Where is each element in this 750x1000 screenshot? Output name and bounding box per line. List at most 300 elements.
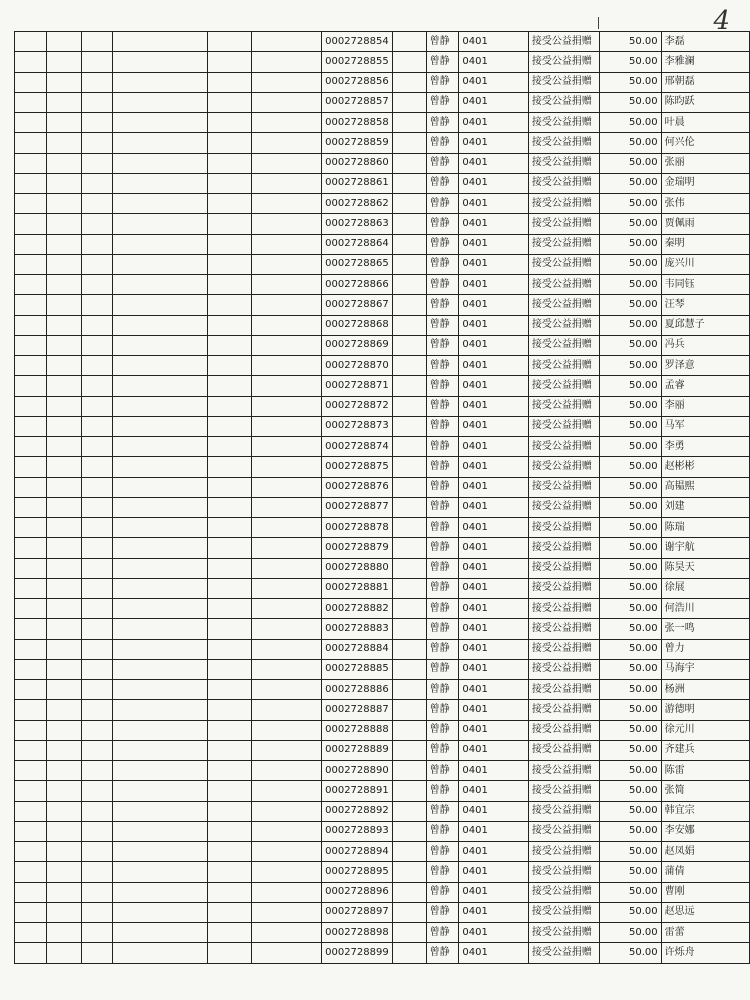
amount-cell: 50.00 <box>599 821 661 841</box>
blank-cell <box>392 700 426 720</box>
blank-cell <box>208 740 252 760</box>
blank-cell <box>208 396 252 416</box>
blank-cell <box>15 356 47 376</box>
blank-cell <box>392 659 426 679</box>
blank-cell <box>46 821 81 841</box>
blank-cell <box>251 416 321 436</box>
blank-cell <box>251 862 321 882</box>
donor-name-cell: 张简 <box>661 781 749 801</box>
blank-cell <box>112 700 207 720</box>
handler-cell: 曾静 <box>426 416 459 436</box>
blank-cell <box>112 801 207 821</box>
table-row <box>15 761 750 781</box>
blank-cell <box>112 578 207 598</box>
blank-cell <box>46 32 81 52</box>
voucher-code-cell: 0002728875 <box>322 457 393 477</box>
amount-cell: 50.00 <box>599 781 661 801</box>
blank-cell <box>46 740 81 760</box>
blank-cell <box>81 923 112 943</box>
blank-cell <box>251 943 321 963</box>
account-code-cell: 0401 <box>459 52 528 72</box>
amount-cell: 50.00 <box>599 801 661 821</box>
handler-cell: 曾静 <box>426 396 459 416</box>
blank-cell <box>15 32 47 52</box>
amount-cell: 50.00 <box>599 173 661 193</box>
table-row <box>15 781 750 801</box>
handler-cell: 曾静 <box>426 821 459 841</box>
blank-cell <box>112 275 207 295</box>
account-code-cell: 0401 <box>459 315 528 335</box>
blank-cell <box>208 214 252 234</box>
account-code-cell: 0401 <box>459 862 528 882</box>
blank-cell <box>81 943 112 963</box>
blank-cell <box>392 943 426 963</box>
blank-cell <box>208 862 252 882</box>
blank-cell <box>46 173 81 193</box>
summary-cell: 接受公益捐赠 <box>528 335 599 355</box>
amount-cell: 50.00 <box>599 599 661 619</box>
blank-cell <box>112 376 207 396</box>
blank-cell <box>208 720 252 740</box>
blank-cell <box>46 578 81 598</box>
handler-cell: 曾静 <box>426 153 459 173</box>
donation-ledger-table <box>14 31 750 964</box>
blank-cell <box>46 477 81 497</box>
voucher-code-cell: 0002728854 <box>322 32 393 52</box>
blank-cell <box>81 538 112 558</box>
blank-cell <box>392 599 426 619</box>
blank-cell <box>392 254 426 274</box>
blank-cell <box>81 335 112 355</box>
blank-cell <box>251 173 321 193</box>
handler-cell: 曾静 <box>426 376 459 396</box>
blank-cell <box>208 659 252 679</box>
amount-cell: 50.00 <box>599 335 661 355</box>
donor-name-cell: 马海宇 <box>661 659 749 679</box>
voucher-code-cell: 0002728893 <box>322 821 393 841</box>
donor-name-cell: 陈雷 <box>661 761 749 781</box>
blank-cell <box>46 558 81 578</box>
donor-name-cell: 李安娜 <box>661 821 749 841</box>
handler-cell: 曾静 <box>426 518 459 538</box>
blank-cell <box>15 457 47 477</box>
blank-cell <box>392 92 426 112</box>
blank-cell <box>208 761 252 781</box>
account-code-cell: 0401 <box>459 92 528 112</box>
blank-cell <box>251 639 321 659</box>
blank-cell <box>112 52 207 72</box>
blank-cell <box>112 356 207 376</box>
blank-cell <box>392 153 426 173</box>
summary-cell: 接受公益捐赠 <box>528 538 599 558</box>
donor-name-cell: 罗泽意 <box>661 356 749 376</box>
blank-cell <box>251 659 321 679</box>
blank-cell <box>46 680 81 700</box>
blank-cell <box>15 214 47 234</box>
account-code-cell: 0401 <box>459 680 528 700</box>
voucher-code-cell: 0002728869 <box>322 335 393 355</box>
handler-cell: 曾静 <box>426 720 459 740</box>
voucher-code-cell: 0002728895 <box>322 862 393 882</box>
blank-cell <box>15 497 47 517</box>
blank-cell <box>15 92 47 112</box>
blank-cell <box>251 720 321 740</box>
blank-cell <box>208 700 252 720</box>
blank-cell <box>46 761 81 781</box>
handler-cell: 曾静 <box>426 578 459 598</box>
handler-cell: 曾静 <box>426 599 459 619</box>
blank-cell <box>81 862 112 882</box>
account-code-cell: 0401 <box>459 801 528 821</box>
blank-cell <box>112 882 207 902</box>
summary-cell: 接受公益捐赠 <box>528 477 599 497</box>
page-number: 4 <box>713 6 730 36</box>
blank-cell <box>251 599 321 619</box>
blank-cell <box>112 72 207 92</box>
voucher-code-cell: 0002728870 <box>322 356 393 376</box>
voucher-code-cell: 0002728886 <box>322 680 393 700</box>
table-row <box>15 92 750 112</box>
amount-cell: 50.00 <box>599 92 661 112</box>
voucher-code-cell: 0002728885 <box>322 659 393 679</box>
blank-cell <box>208 821 252 841</box>
blank-cell <box>392 416 426 436</box>
amount-cell: 50.00 <box>599 639 661 659</box>
donor-name-cell: 夏邱慧子 <box>661 315 749 335</box>
handler-cell: 曾静 <box>426 72 459 92</box>
blank-cell <box>15 315 47 335</box>
blank-cell <box>81 173 112 193</box>
handler-cell: 曾静 <box>426 214 459 234</box>
summary-cell: 接受公益捐赠 <box>528 32 599 52</box>
amount-cell: 50.00 <box>599 943 661 963</box>
voucher-code-cell: 0002728872 <box>322 396 393 416</box>
blank-cell <box>251 842 321 862</box>
blank-cell <box>46 133 81 153</box>
donor-name-cell: 韩宜宗 <box>661 801 749 821</box>
blank-cell <box>81 214 112 234</box>
blank-cell <box>392 761 426 781</box>
handler-cell: 曾静 <box>426 92 459 112</box>
blank-cell <box>46 113 81 133</box>
table-row <box>15 477 750 497</box>
voucher-code-cell: 0002728877 <box>322 497 393 517</box>
blank-cell <box>81 619 112 639</box>
table-row <box>15 639 750 659</box>
blank-cell <box>208 32 252 52</box>
voucher-code-cell: 0002728861 <box>322 173 393 193</box>
summary-cell: 接受公益捐赠 <box>528 599 599 619</box>
table-row <box>15 356 750 376</box>
handler-cell: 曾静 <box>426 457 459 477</box>
blank-cell <box>392 862 426 882</box>
blank-cell <box>112 923 207 943</box>
summary-cell: 接受公益捐赠 <box>528 781 599 801</box>
blank-cell <box>46 356 81 376</box>
blank-cell <box>251 578 321 598</box>
blank-cell <box>81 558 112 578</box>
voucher-code-cell: 0002728881 <box>322 578 393 598</box>
blank-cell <box>81 52 112 72</box>
amount-cell: 50.00 <box>599 578 661 598</box>
summary-cell: 接受公益捐赠 <box>528 275 599 295</box>
blank-cell <box>392 821 426 841</box>
summary-cell: 接受公益捐赠 <box>528 497 599 517</box>
account-code-cell: 0401 <box>459 214 528 234</box>
blank-cell <box>392 680 426 700</box>
handler-cell: 曾静 <box>426 761 459 781</box>
blank-cell <box>15 700 47 720</box>
summary-cell: 接受公益捐赠 <box>528 558 599 578</box>
blank-cell <box>46 801 81 821</box>
voucher-code-cell: 0002728865 <box>322 254 393 274</box>
summary-cell: 接受公益捐赠 <box>528 882 599 902</box>
blank-cell <box>208 72 252 92</box>
account-code-cell: 0401 <box>459 821 528 841</box>
amount-cell: 50.00 <box>599 52 661 72</box>
blank-cell <box>208 639 252 659</box>
blank-cell <box>46 639 81 659</box>
summary-cell: 接受公益捐赠 <box>528 194 599 214</box>
account-code-cell: 0401 <box>459 133 528 153</box>
blank-cell <box>15 781 47 801</box>
blank-cell <box>112 92 207 112</box>
amount-cell: 50.00 <box>599 72 661 92</box>
blank-cell <box>112 153 207 173</box>
summary-cell: 接受公益捐赠 <box>528 52 599 72</box>
blank-cell <box>15 558 47 578</box>
handler-cell: 曾静 <box>426 781 459 801</box>
handler-cell: 曾静 <box>426 173 459 193</box>
amount-cell: 50.00 <box>599 376 661 396</box>
account-code-cell: 0401 <box>459 659 528 679</box>
blank-cell <box>46 437 81 457</box>
blank-cell <box>81 497 112 517</box>
blank-cell <box>112 437 207 457</box>
table-row <box>15 32 750 52</box>
blank-cell <box>112 497 207 517</box>
blank-cell <box>46 92 81 112</box>
blank-cell <box>15 72 47 92</box>
summary-cell: 接受公益捐赠 <box>528 113 599 133</box>
amount-cell: 50.00 <box>599 396 661 416</box>
handler-cell: 曾静 <box>426 700 459 720</box>
donor-name-cell: 李丽 <box>661 396 749 416</box>
blank-cell <box>46 882 81 902</box>
blank-cell <box>15 821 47 841</box>
donor-name-cell: 谢宇航 <box>661 538 749 558</box>
blank-cell <box>112 821 207 841</box>
account-code-cell: 0401 <box>459 416 528 436</box>
blank-cell <box>392 113 426 133</box>
blank-cell <box>81 194 112 214</box>
donor-name-cell: 陈昊天 <box>661 558 749 578</box>
summary-cell: 接受公益捐赠 <box>528 720 599 740</box>
blank-cell <box>15 538 47 558</box>
summary-cell: 接受公益捐赠 <box>528 376 599 396</box>
account-code-cell: 0401 <box>459 254 528 274</box>
handler-cell: 曾静 <box>426 923 459 943</box>
table-row <box>15 578 750 598</box>
blank-cell <box>208 52 252 72</box>
blank-cell <box>208 619 252 639</box>
blank-cell <box>251 153 321 173</box>
account-code-cell: 0401 <box>459 740 528 760</box>
scan-mark <box>598 17 599 29</box>
amount-cell: 50.00 <box>599 842 661 862</box>
blank-cell <box>208 923 252 943</box>
amount-cell: 50.00 <box>599 700 661 720</box>
donor-name-cell: 何兴伦 <box>661 133 749 153</box>
blank-cell <box>208 457 252 477</box>
blank-cell <box>112 194 207 214</box>
amount-cell: 50.00 <box>599 659 661 679</box>
blank-cell <box>251 315 321 335</box>
account-code-cell: 0401 <box>459 275 528 295</box>
blank-cell <box>81 842 112 862</box>
blank-cell <box>392 437 426 457</box>
blank-cell <box>112 457 207 477</box>
summary-cell: 接受公益捐赠 <box>528 842 599 862</box>
blank-cell <box>251 538 321 558</box>
voucher-code-cell: 0002728857 <box>322 92 393 112</box>
blank-cell <box>46 194 81 214</box>
voucher-code-cell: 0002728898 <box>322 923 393 943</box>
blank-cell <box>46 153 81 173</box>
voucher-code-cell: 0002728880 <box>322 558 393 578</box>
account-code-cell: 0401 <box>459 153 528 173</box>
blank-cell <box>392 275 426 295</box>
account-code-cell: 0401 <box>459 761 528 781</box>
blank-cell <box>208 254 252 274</box>
blank-cell <box>81 659 112 679</box>
voucher-code-cell: 0002728891 <box>322 781 393 801</box>
blank-cell <box>15 518 47 538</box>
blank-cell <box>112 32 207 52</box>
blank-cell <box>251 781 321 801</box>
blank-cell <box>251 740 321 760</box>
donor-name-cell: 何浩川 <box>661 599 749 619</box>
blank-cell <box>208 497 252 517</box>
blank-cell <box>46 416 81 436</box>
ledger-body <box>15 32 750 964</box>
amount-cell: 50.00 <box>599 234 661 254</box>
blank-cell <box>15 619 47 639</box>
blank-cell <box>208 578 252 598</box>
voucher-code-cell: 0002728867 <box>322 295 393 315</box>
blank-cell <box>46 619 81 639</box>
donor-name-cell: 庞兴川 <box>661 254 749 274</box>
blank-cell <box>208 113 252 133</box>
blank-cell <box>392 396 426 416</box>
donor-name-cell: 冯兵 <box>661 335 749 355</box>
handler-cell: 曾静 <box>426 538 459 558</box>
summary-cell: 接受公益捐赠 <box>528 254 599 274</box>
handler-cell: 曾静 <box>426 335 459 355</box>
donor-name-cell: 徐展 <box>661 578 749 598</box>
blank-cell <box>15 376 47 396</box>
blank-cell <box>81 32 112 52</box>
blank-cell <box>251 376 321 396</box>
blank-cell <box>15 295 47 315</box>
blank-cell <box>392 639 426 659</box>
summary-cell: 接受公益捐赠 <box>528 639 599 659</box>
blank-cell <box>15 639 47 659</box>
donor-name-cell: 杨洲 <box>661 680 749 700</box>
table-row <box>15 437 750 457</box>
blank-cell <box>251 335 321 355</box>
voucher-code-cell: 0002728882 <box>322 599 393 619</box>
donor-name-cell: 孟睿 <box>661 376 749 396</box>
blank-cell <box>392 902 426 922</box>
blank-cell <box>46 234 81 254</box>
account-code-cell: 0401 <box>459 599 528 619</box>
table-row <box>15 254 750 274</box>
blank-cell <box>208 538 252 558</box>
table-row <box>15 52 750 72</box>
blank-cell <box>81 396 112 416</box>
summary-cell: 接受公益捐赠 <box>528 234 599 254</box>
blank-cell <box>81 437 112 457</box>
voucher-code-cell: 0002728866 <box>322 275 393 295</box>
donor-name-cell: 金瑞明 <box>661 173 749 193</box>
amount-cell: 50.00 <box>599 133 661 153</box>
blank-cell <box>46 457 81 477</box>
summary-cell: 接受公益捐赠 <box>528 740 599 760</box>
blank-cell <box>81 153 112 173</box>
blank-cell <box>208 416 252 436</box>
account-code-cell: 0401 <box>459 558 528 578</box>
blank-cell <box>392 619 426 639</box>
donor-name-cell: 蒲倩 <box>661 862 749 882</box>
donor-name-cell: 张丽 <box>661 153 749 173</box>
blank-cell <box>46 376 81 396</box>
summary-cell: 接受公益捐赠 <box>528 396 599 416</box>
account-code-cell: 0401 <box>459 538 528 558</box>
blank-cell <box>392 335 426 355</box>
blank-cell <box>81 92 112 112</box>
blank-cell <box>112 740 207 760</box>
blank-cell <box>81 254 112 274</box>
voucher-code-cell: 0002728859 <box>322 133 393 153</box>
amount-cell: 50.00 <box>599 761 661 781</box>
table-row <box>15 862 750 882</box>
account-code-cell: 0401 <box>459 234 528 254</box>
summary-cell: 接受公益捐赠 <box>528 356 599 376</box>
blank-cell <box>112 234 207 254</box>
blank-cell <box>112 173 207 193</box>
handler-cell: 曾静 <box>426 639 459 659</box>
summary-cell: 接受公益捐赠 <box>528 700 599 720</box>
donor-name-cell: 李勇 <box>661 437 749 457</box>
blank-cell <box>46 52 81 72</box>
donor-name-cell: 许烁舟 <box>661 943 749 963</box>
voucher-code-cell: 0002728894 <box>322 842 393 862</box>
blank-cell <box>81 700 112 720</box>
blank-cell <box>208 680 252 700</box>
blank-cell <box>251 821 321 841</box>
donor-name-cell: 曾力 <box>661 639 749 659</box>
voucher-code-cell: 0002728862 <box>322 194 393 214</box>
table-row <box>15 133 750 153</box>
amount-cell: 50.00 <box>599 153 661 173</box>
handler-cell: 曾静 <box>426 842 459 862</box>
account-code-cell: 0401 <box>459 457 528 477</box>
blank-cell <box>112 761 207 781</box>
blank-cell <box>46 700 81 720</box>
amount-cell: 50.00 <box>599 720 661 740</box>
table-row <box>15 680 750 700</box>
